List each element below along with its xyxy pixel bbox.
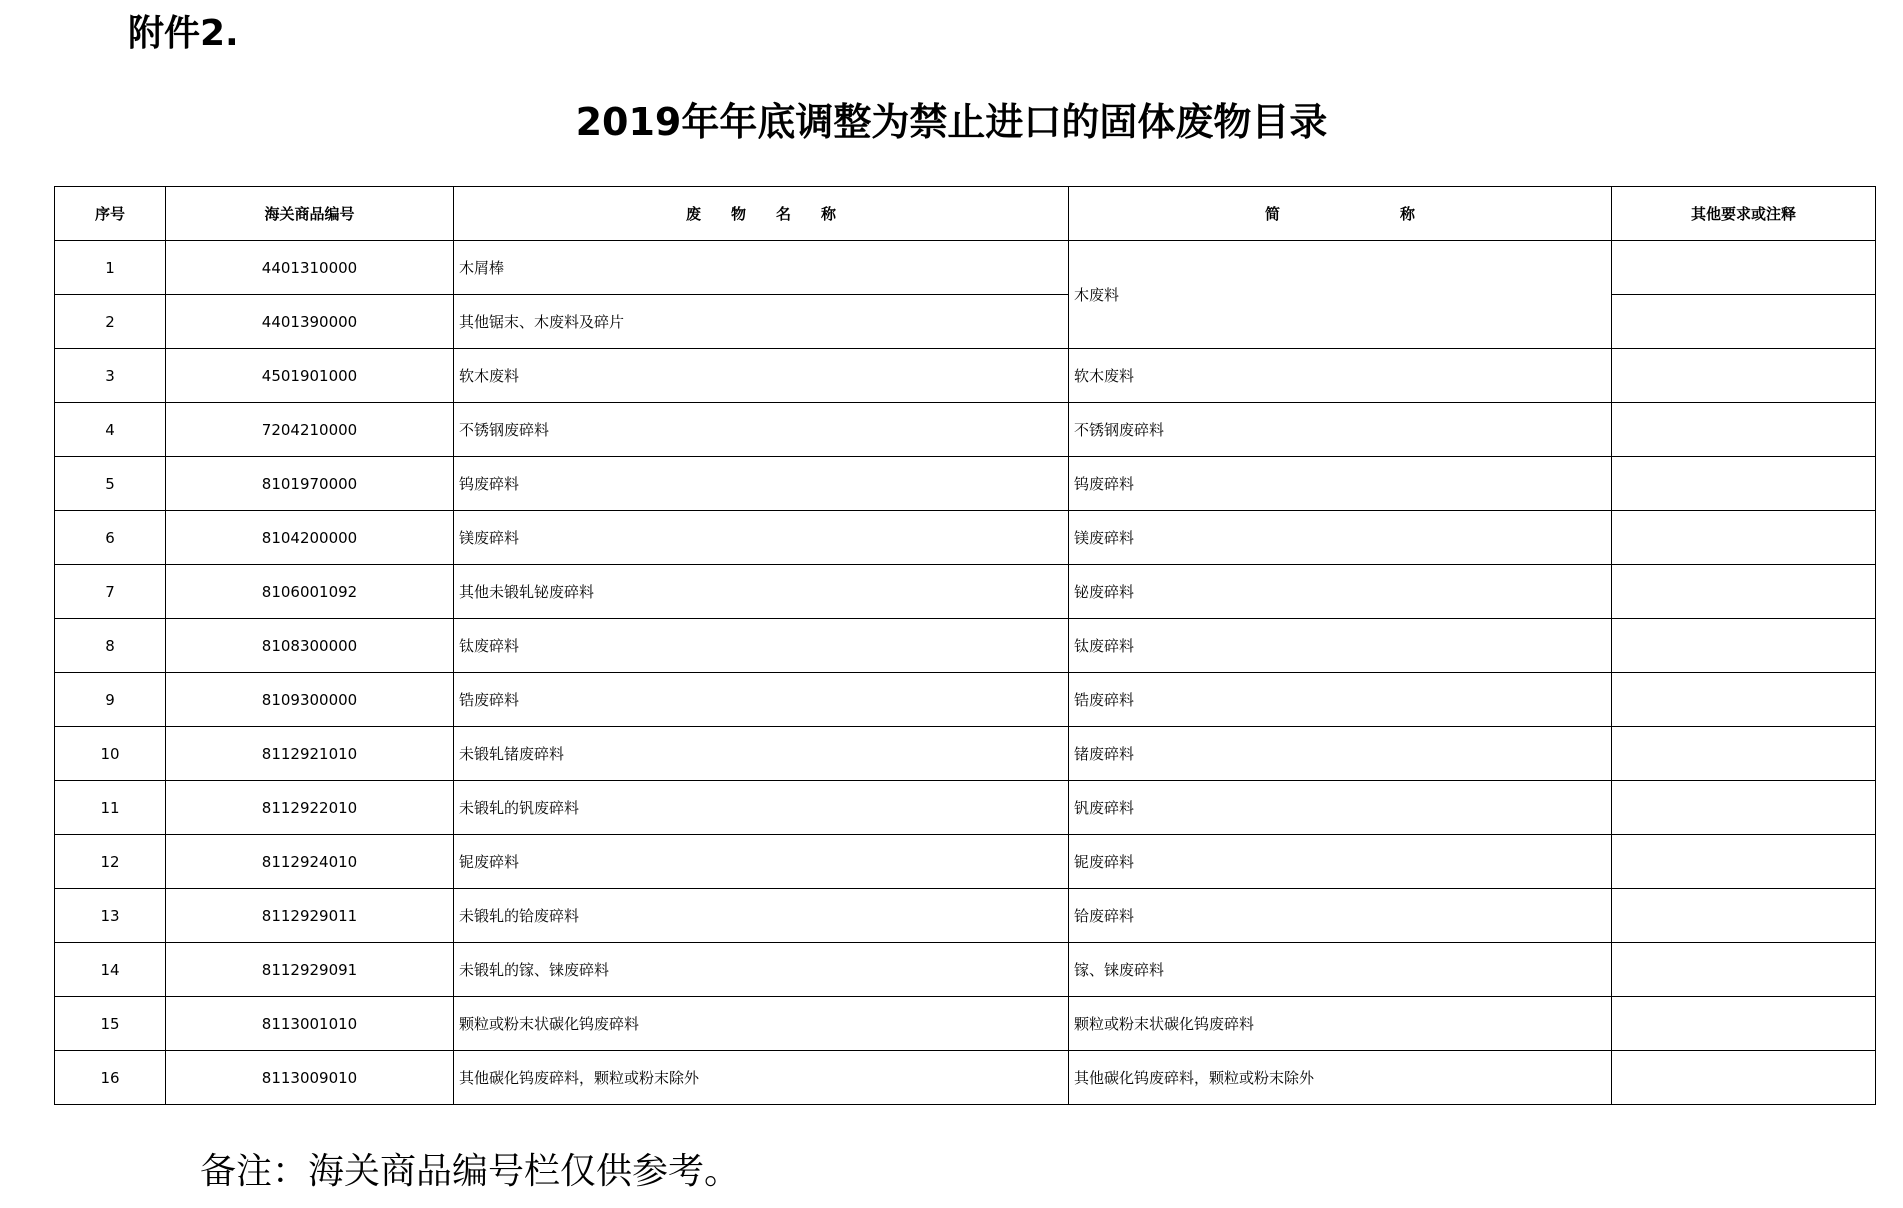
cell-remark [1612, 781, 1876, 835]
table-row [55, 403, 1876, 457]
table-row [55, 943, 1876, 997]
cell-remark [1612, 943, 1876, 997]
cell-short: 钨废碎料 [1069, 457, 1612, 511]
table-row [55, 619, 1876, 673]
cell-short: 镓、铼废碎料 [1069, 943, 1612, 997]
cell-remark [1612, 619, 1876, 673]
cell-name: 其他未锻轧铋废碎料 [454, 565, 1069, 619]
header-remark: 其他要求或注释 [1612, 187, 1876, 241]
cell-code: 8112924010 [166, 835, 454, 889]
cell-seq: 4 [55, 403, 166, 457]
cell-code: 4401310000 [166, 241, 454, 295]
cell-short: 铌废碎料 [1069, 835, 1612, 889]
cell-seq: 11 [55, 781, 166, 835]
cell-short: 其他碳化钨废碎料，颗粒或粉末除外 [1069, 1051, 1612, 1105]
cell-name: 锆废碎料 [454, 673, 1069, 727]
cell-name: 未锻轧锗废碎料 [454, 727, 1069, 781]
cell-name: 不锈钢废碎料 [454, 403, 1069, 457]
cell-name: 未锻轧的铪废碎料 [454, 889, 1069, 943]
cell-remark [1612, 1051, 1876, 1105]
cell-name: 其他锯末、木废料及碎片 [454, 295, 1069, 349]
waste-catalog-table [54, 186, 1876, 1105]
table-row [55, 781, 1876, 835]
cell-remark [1612, 349, 1876, 403]
cell-seq: 15 [55, 997, 166, 1051]
cell-remark [1612, 889, 1876, 943]
cell-remark [1612, 241, 1876, 295]
cell-name: 木屑棒 [454, 241, 1069, 295]
table-row [55, 349, 1876, 403]
table-row [55, 241, 1876, 295]
cell-remark [1612, 997, 1876, 1051]
table-row [55, 889, 1876, 943]
table-row [55, 727, 1876, 781]
cell-seq: 10 [55, 727, 166, 781]
table-row [55, 511, 1876, 565]
cell-name: 钨废碎料 [454, 457, 1069, 511]
cell-code: 8112929011 [166, 889, 454, 943]
cell-name: 钛废碎料 [454, 619, 1069, 673]
cell-remark [1612, 565, 1876, 619]
cell-code: 8113009010 [166, 1051, 454, 1105]
cell-short: 不锈钢废碎料 [1069, 403, 1612, 457]
cell-name: 未锻轧的镓、铼废碎料 [454, 943, 1069, 997]
cell-code: 7204210000 [166, 403, 454, 457]
cell-seq: 7 [55, 565, 166, 619]
header-seq: 序号 [55, 187, 166, 241]
cell-code: 8109300000 [166, 673, 454, 727]
cell-seq: 16 [55, 1051, 166, 1105]
table-row [55, 1051, 1876, 1105]
cell-code: 8108300000 [166, 619, 454, 673]
cell-name: 镁废碎料 [454, 511, 1069, 565]
cell-seq: 3 [55, 349, 166, 403]
cell-short: 铪废碎料 [1069, 889, 1612, 943]
header-name: 废 物 名 称 [454, 187, 1069, 241]
cell-remark [1612, 673, 1876, 727]
cell-name: 其他碳化钨废碎料，颗粒或粉末除外 [454, 1051, 1069, 1105]
table-row [55, 997, 1876, 1051]
table-header-row [55, 187, 1876, 241]
cell-short: 铋废碎料 [1069, 565, 1612, 619]
footnote: 备注：海关商品编号栏仅供参考。 [200, 1151, 741, 1192]
cell-code: 8101970000 [166, 457, 454, 511]
cell-short: 镁废碎料 [1069, 511, 1612, 565]
attachment-label: 附件2. [128, 13, 239, 54]
cell-short: 颗粒或粉末状碳化钨废碎料 [1069, 997, 1612, 1051]
cell-seq: 8 [55, 619, 166, 673]
cell-name: 铌废碎料 [454, 835, 1069, 889]
cell-code: 8112929091 [166, 943, 454, 997]
cell-short: 软木废料 [1069, 349, 1612, 403]
cell-name: 未锻轧的钒废碎料 [454, 781, 1069, 835]
cell-short: 钛废碎料 [1069, 619, 1612, 673]
cell-remark [1612, 727, 1876, 781]
document-title: 2019年年底调整为禁止进口的固体废物目录 [575, 100, 1328, 144]
cell-seq: 9 [55, 673, 166, 727]
cell-code: 8112921010 [166, 727, 454, 781]
cell-remark [1612, 403, 1876, 457]
header-code: 海关商品编号 [166, 187, 454, 241]
cell-name: 软木废料 [454, 349, 1069, 403]
header-short: 简 称 [1069, 187, 1612, 241]
cell-seq: 2 [55, 295, 166, 349]
cell-short: 锗废碎料 [1069, 727, 1612, 781]
cell-remark [1612, 511, 1876, 565]
cell-remark [1612, 457, 1876, 511]
cell-seq: 14 [55, 943, 166, 997]
cell-seq: 13 [55, 889, 166, 943]
cell-short: 锆废碎料 [1069, 673, 1612, 727]
table-row [55, 565, 1876, 619]
table-row [55, 457, 1876, 511]
cell-seq: 5 [55, 457, 166, 511]
cell-code: 4501901000 [166, 349, 454, 403]
cell-code: 4401390000 [166, 295, 454, 349]
cell-name: 颗粒或粉末状碳化钨废碎料 [454, 997, 1069, 1051]
cell-seq: 12 [55, 835, 166, 889]
cell-remark [1612, 295, 1876, 349]
cell-code: 8113001010 [166, 997, 454, 1051]
cell-seq: 1 [55, 241, 166, 295]
cell-code: 8104200000 [166, 511, 454, 565]
cell-code: 8112922010 [166, 781, 454, 835]
table-row [55, 835, 1876, 889]
cell-code: 8106001092 [166, 565, 454, 619]
waste-table-container [54, 186, 1875, 1105]
cell-seq: 6 [55, 511, 166, 565]
cell-short: 木废料 [1069, 241, 1612, 349]
cell-short: 钒废碎料 [1069, 781, 1612, 835]
table-row [55, 673, 1876, 727]
cell-remark [1612, 835, 1876, 889]
